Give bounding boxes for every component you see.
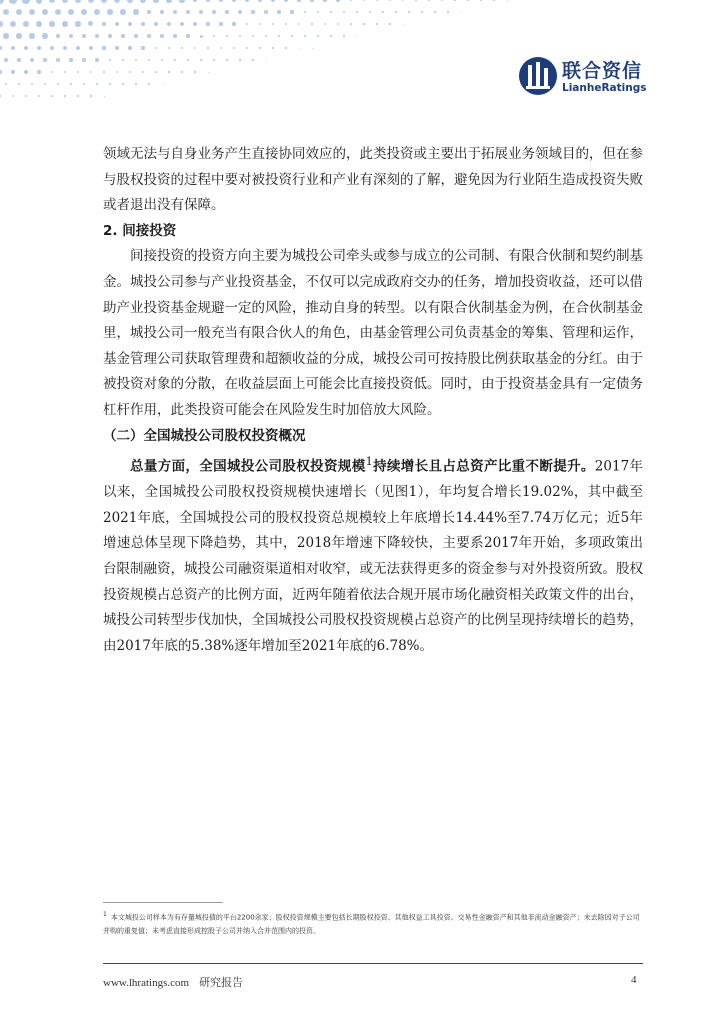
- decorative-dot: [285, 47, 286, 48]
- footnote: [103, 908, 643, 938]
- decorative-dot: [141, 22, 145, 26]
- decorative-dot: [148, 83, 149, 84]
- decorative-dot: [42, 9, 48, 15]
- footnote-divider: [103, 902, 223, 903]
- decorative-dot: [11, 70, 14, 73]
- decorative-dot: [200, 59, 202, 61]
- decorative-dot: [187, 59, 189, 61]
- decorative-dot: [272, 47, 273, 48]
- decorative-dot: [421, 11, 422, 12]
- decorative-dot: [186, 34, 189, 37]
- decorative-dot: [22, 0, 29, 4]
- decorative-dot: [285, 23, 287, 25]
- decorative-dot: [9, 0, 16, 4]
- decorative-dot: [219, 0, 224, 2]
- decorative-dot: [16, 33, 21, 38]
- decorative-dot: [226, 35, 229, 38]
- footer-divider: [103, 963, 643, 964]
- decorative-dot: [68, 9, 74, 15]
- decorative-dot: [395, 11, 397, 13]
- decorative-dot: [36, 21, 42, 27]
- decorative-dot: [135, 83, 136, 84]
- decorative-dot: [56, 34, 61, 39]
- decorative-dot: [37, 70, 40, 73]
- decorative-dot: [246, 47, 248, 49]
- decorative-dot: [310, 0, 313, 2]
- decorative-dot: [23, 21, 29, 27]
- decorative-dot: [75, 0, 81, 3]
- footer-doc-type: 研究报告: [199, 977, 244, 989]
- decorative-dot: [284, 0, 288, 2]
- decorative-dot: [207, 47, 209, 49]
- decorative-dot: [259, 47, 260, 48]
- decorative-dot: [89, 46, 93, 50]
- decorative-dot: [343, 35, 344, 36]
- decorative-dot: [77, 95, 78, 96]
- decorative-dot: [70, 83, 72, 85]
- decorative-dot: [493, 0, 494, 1]
- logo-english-name: LianheRatings: [562, 82, 647, 94]
- decorative-dot: [0, 95, 1, 97]
- decorative-dot: [127, 0, 133, 3]
- decorative-dot: [461, 12, 462, 13]
- decorative-dot: [376, 23, 377, 24]
- decorative-dot: [57, 83, 59, 85]
- decorative-dot: [357, 36, 358, 37]
- decorative-dot: [134, 34, 138, 38]
- decorative-dot: [12, 95, 14, 97]
- decorative-dot: [24, 46, 29, 51]
- decorative-dot: [77, 71, 80, 74]
- decorative-dot: [264, 10, 267, 13]
- decorative-dot: [10, 21, 16, 27]
- decorative-dot: [135, 59, 138, 62]
- decorative-dot: [403, 24, 404, 25]
- decorative-dot: [297, 0, 301, 2]
- decorative-dot: [317, 35, 318, 36]
- decorative-dot: [258, 0, 262, 2]
- decorative-dot: [167, 22, 171, 26]
- decorative-dot: [30, 58, 34, 62]
- decorative-dot: [3, 9, 10, 16]
- decorative-dot: [90, 71, 92, 73]
- decorative-dot: [114, 0, 120, 3]
- decorative-dot: [5, 83, 8, 86]
- decorative-dot: [402, 0, 404, 1]
- decorative-dot: [95, 58, 98, 61]
- decorative-dot: [408, 11, 410, 13]
- decorative-dot: [96, 83, 98, 85]
- decorative-dot: [64, 95, 65, 96]
- decorative-dot: [88, 0, 94, 3]
- decorative-dot: [226, 59, 227, 60]
- decorative-dot: [43, 58, 47, 62]
- decorative-dot: [181, 47, 184, 50]
- decorative-dot: [25, 95, 27, 97]
- decorative-dot: [219, 22, 222, 25]
- decorative-dot: [83, 83, 85, 85]
- decorative-dot: [76, 46, 80, 50]
- decorative-dot: [206, 0, 211, 2]
- decorative-dot: [29, 9, 36, 16]
- page-number: 4: [631, 974, 637, 986]
- paragraph-total-scale: [103, 449, 643, 659]
- decorative-dot: [108, 34, 112, 38]
- decorative-dot: [31, 83, 34, 86]
- decorative-dot: [38, 95, 40, 97]
- footer-website-link[interactable]: www.lhratings.com: [103, 977, 190, 989]
- decorative-dot: [363, 23, 364, 24]
- document-body: [103, 142, 643, 659]
- decorative-dot: [51, 71, 54, 74]
- decorative-dot: [109, 83, 111, 85]
- decorative-dot: [128, 22, 133, 27]
- decorative-dot: [245, 0, 249, 2]
- company-logo: [518, 52, 688, 98]
- heading-indirect-investment: 2. 间接投资: [103, 222, 177, 239]
- decorative-dot: [63, 46, 67, 50]
- decorative-dot: [24, 70, 27, 73]
- decorative-dot: [212, 10, 216, 14]
- decorative-dot: [336, 0, 339, 2]
- decorative-dot: [160, 34, 164, 38]
- lead-sentence-part2: 持续增长且占总资产比重不断提升。: [372, 458, 595, 475]
- decorative-dot: [0, 0, 4, 4]
- decorative-dot: [62, 0, 69, 3]
- decorative-dot: [324, 23, 326, 25]
- decorative-dot: [181, 71, 182, 72]
- paragraph-total-scale-text: 2017年以来，全国城投公司股权投资规模快速增长（见图1），年均复合增长19.02%，其中截至2021年底，全国城投公司的股权投资总规模较上年底增长14.44%至7.74万亿元；近5年增速总体呈现下降趋势，其中，2018年增速下降较快，主要系2017年开始，多项政策出台限制融资，城投公司融资渠道相对收窄，或无法获得更多的资金参与对外投资所致。股权投资规模占总资产的比例方面，近两年随着依法合规开展市场化融资相关政策文件的出台，城投公司转型步伐加快，全国城投公司股权投资规模占总资产的比例呈现持续增长的趋势，由2017年底的5.38%逐年增加至2021年底的6.78%。: [103, 458, 644, 654]
- decorative-dot: [11, 46, 16, 51]
- decorative-dot: [154, 22, 158, 26]
- decorative-dot: [49, 21, 55, 27]
- decorative-dot: [252, 35, 254, 37]
- decorative-dot: [101, 0, 107, 3]
- decorative-dot: [208, 72, 209, 73]
- decorative-dot: [168, 71, 169, 72]
- decorative-dot: [122, 59, 125, 62]
- decorative-dot: [75, 21, 80, 26]
- decorative-dot: [376, 0, 379, 1]
- decorative-dot: [29, 33, 34, 38]
- decorative-dot: [266, 60, 267, 61]
- decorative-dot: [153, 0, 158, 3]
- decorative-dot: [467, 0, 468, 1]
- decorative-dot: [69, 34, 74, 39]
- decorative-dot: [311, 23, 313, 25]
- decorative-dot: [103, 71, 105, 73]
- decorative-dot: [290, 10, 293, 13]
- decorative-dot: [16, 9, 23, 16]
- decorative-dot: [382, 11, 384, 13]
- decorative-dot: [291, 35, 293, 37]
- decorative-dot: [36, 0, 43, 4]
- decorative-dot: [115, 46, 118, 49]
- decorative-dot: [50, 46, 54, 50]
- decorative-dot: [142, 71, 144, 73]
- decorative-dot: [239, 59, 240, 60]
- decorative-dot: [82, 58, 85, 61]
- decorative-dot: [389, 0, 391, 1]
- decorative-dot: [147, 34, 151, 38]
- decorative-dot: [162, 84, 163, 85]
- decorative-dot: [160, 10, 165, 15]
- decorative-dot: [161, 59, 163, 61]
- decorative-dot: [17, 58, 21, 62]
- decorative-dot: [363, 0, 366, 1]
- decorative-dot: [155, 71, 157, 73]
- decorative-dot: [272, 23, 275, 26]
- decorative-dot: [0, 46, 2, 51]
- footnote-number: 1: [103, 911, 107, 918]
- decorative-dot: [447, 11, 448, 12]
- decorative-dot: [454, 0, 456, 1]
- decorative-dot: [173, 10, 178, 15]
- decorative-dot: [233, 47, 235, 49]
- decorative-dot: [323, 0, 326, 2]
- decorative-dot: [194, 47, 196, 49]
- decorative-dot: [168, 47, 171, 50]
- decorative-dot: [81, 9, 87, 15]
- decorative-dot: [64, 71, 67, 74]
- decorative-dot: [102, 22, 107, 27]
- decorative-dot: [90, 95, 91, 96]
- decorative-dot: [232, 0, 236, 2]
- decorative-dot: [193, 22, 197, 26]
- decorative-dot: [69, 58, 72, 61]
- decorative-dot: [107, 9, 112, 14]
- decorative-dot: [415, 0, 417, 1]
- decorative-dot: [299, 48, 300, 49]
- decorative-dot: [42, 33, 47, 38]
- decorative-dot: [166, 0, 171, 3]
- decorative-dot: [95, 34, 99, 38]
- decorative-dot: [82, 34, 87, 39]
- decorative-dot: [140, 0, 146, 3]
- decorative-dot: [109, 59, 112, 62]
- section-heading-overview: （二）全国城投公司股权投资概况: [103, 427, 306, 444]
- lianhe-logo-icon: [518, 56, 558, 96]
- decorative-dot: [252, 59, 253, 60]
- decorative-dot: [56, 58, 60, 62]
- decorative-dot: [356, 11, 358, 13]
- decorative-dot: [88, 21, 93, 26]
- decorative-dot: [120, 9, 125, 14]
- decorative-dot: [94, 9, 100, 15]
- decorative-dot: [37, 46, 41, 50]
- decorative-dot: [174, 59, 176, 61]
- decorative-dot: [369, 11, 371, 13]
- decorative-dot: [265, 35, 267, 37]
- decorative-dot: [200, 35, 203, 38]
- footnote-text: 本文城投公司样本为有存量城投债的平台2200余家；股权投资规模主要包括长期股权投资、其他权益工具投资、交易性金融资产和其他非流动金融资产；未去除因对子公司并购的重复值；未考虑直接形成控股子公司并纳入合并范围内的投资。: [103, 913, 640, 936]
- decorative-dot: [317, 11, 320, 14]
- decorative-dot: [194, 71, 195, 72]
- decorative-dot: [259, 23, 262, 26]
- decorative-dot: [55, 9, 61, 15]
- decorative-dot: [350, 0, 353, 1]
- decorative-dot: [180, 22, 184, 26]
- decorative-dot: [239, 35, 241, 37]
- decorative-dot: [193, 0, 198, 2]
- decorative-dot: [102, 46, 106, 50]
- decorative-dot: [148, 59, 150, 61]
- decorative-dot: [3, 33, 9, 39]
- decorative-dot: [220, 47, 222, 49]
- decorative-dot: [121, 34, 125, 38]
- decorative-dot: [304, 35, 306, 37]
- decorative-dot: [225, 10, 229, 14]
- decorative-dot: [115, 22, 120, 27]
- decorative-dot: [133, 9, 138, 14]
- decorative-dot: [213, 59, 215, 61]
- decorative-dot: [343, 11, 345, 13]
- decorative-dot: [298, 23, 300, 25]
- decorative-dot: [122, 83, 123, 84]
- decorative-dot: [428, 0, 430, 1]
- decorative-dot: [480, 0, 481, 1]
- decorative-dot: [304, 11, 307, 14]
- logo-chinese-name: 联合资信: [562, 60, 643, 82]
- paragraph-direct-investment-cont: 领域无法与自身业务产生直接协同效应的，此类投资或主要出于拓展业务领域目的，但在参与股权投资的过程中要对被投资行业和产业有深刻的了解，避免因为行业陌生造成投资失败或者退出没有保障。: [103, 146, 643, 214]
- footnote-marker: 1: [365, 455, 373, 469]
- decorative-dot: [49, 0, 56, 3]
- decorative-dot: [147, 10, 152, 15]
- decorative-dot: [0, 21, 3, 27]
- decorative-dot: [251, 10, 255, 14]
- decorative-dot: [441, 0, 443, 1]
- decorative-dot: [128, 46, 131, 49]
- decorative-dot: [312, 48, 313, 49]
- decorative-dot: [330, 11, 333, 14]
- decorative-dot: [116, 71, 118, 73]
- decorative-dot: [213, 35, 216, 38]
- decorative-dot: [173, 34, 176, 37]
- decorative-dot: [0, 70, 2, 74]
- decorative-dot: [337, 23, 339, 25]
- paragraph-indirect-investment: 间接投资的投资方向主要为城投公司牵头或参与成立的公司制、有限合伙制和契约制基金。城投公司参与产业投资基金，不仅可以完成政府交办的任务，增加投资收益，还可以借助产业投资基金规避一定的风险，推动自身的转型。以有限合伙制基金为例，在合伙制基金里，城投公司一般充当有限合伙人的角色，由基金管理公司负责基金的筹集、管理和运作，基金管理公司获取管理费和超额收益的分成，城投公司可按持股比例获取基金的分红。由于被投资对象的分散，在收益层面上可能会比直接投资低。同时，由于投资基金具有一定债务杠杆作用，此类投资可能会在风险发生时加倍放大风险。: [103, 248, 643, 418]
- lead-sentence-part1: 总量方面，全国城投公司股权投资规模: [130, 458, 366, 475]
- decorative-dot: [18, 83, 21, 86]
- decorative-dot: [206, 22, 209, 25]
- decorative-dot: [44, 83, 46, 85]
- decorative-dot: [4, 58, 8, 62]
- decorative-dot: [330, 35, 331, 36]
- decorative-dot: [155, 47, 158, 50]
- decorative-dot: [232, 22, 235, 25]
- decorative-dot: [62, 21, 67, 26]
- decorative-dot: [179, 0, 184, 3]
- decorative-dot: [277, 10, 280, 13]
- decorative-dot: [389, 23, 390, 24]
- decorative-dot: [129, 71, 131, 73]
- decorative-dot: [186, 10, 190, 14]
- decorative-dot: [238, 10, 242, 14]
- decorative-dot: [104, 96, 105, 97]
- decorative-dot: [51, 95, 53, 97]
- decorative-dot: [350, 23, 352, 25]
- footer-info: [103, 974, 243, 990]
- decorative-dot: [141, 46, 144, 49]
- decorative-dot: [246, 23, 249, 26]
- decorative-dot: [199, 10, 203, 14]
- decorative-dot: [434, 11, 435, 12]
- decorative-dot: [278, 35, 280, 37]
- decorative-dot: [271, 0, 275, 2]
